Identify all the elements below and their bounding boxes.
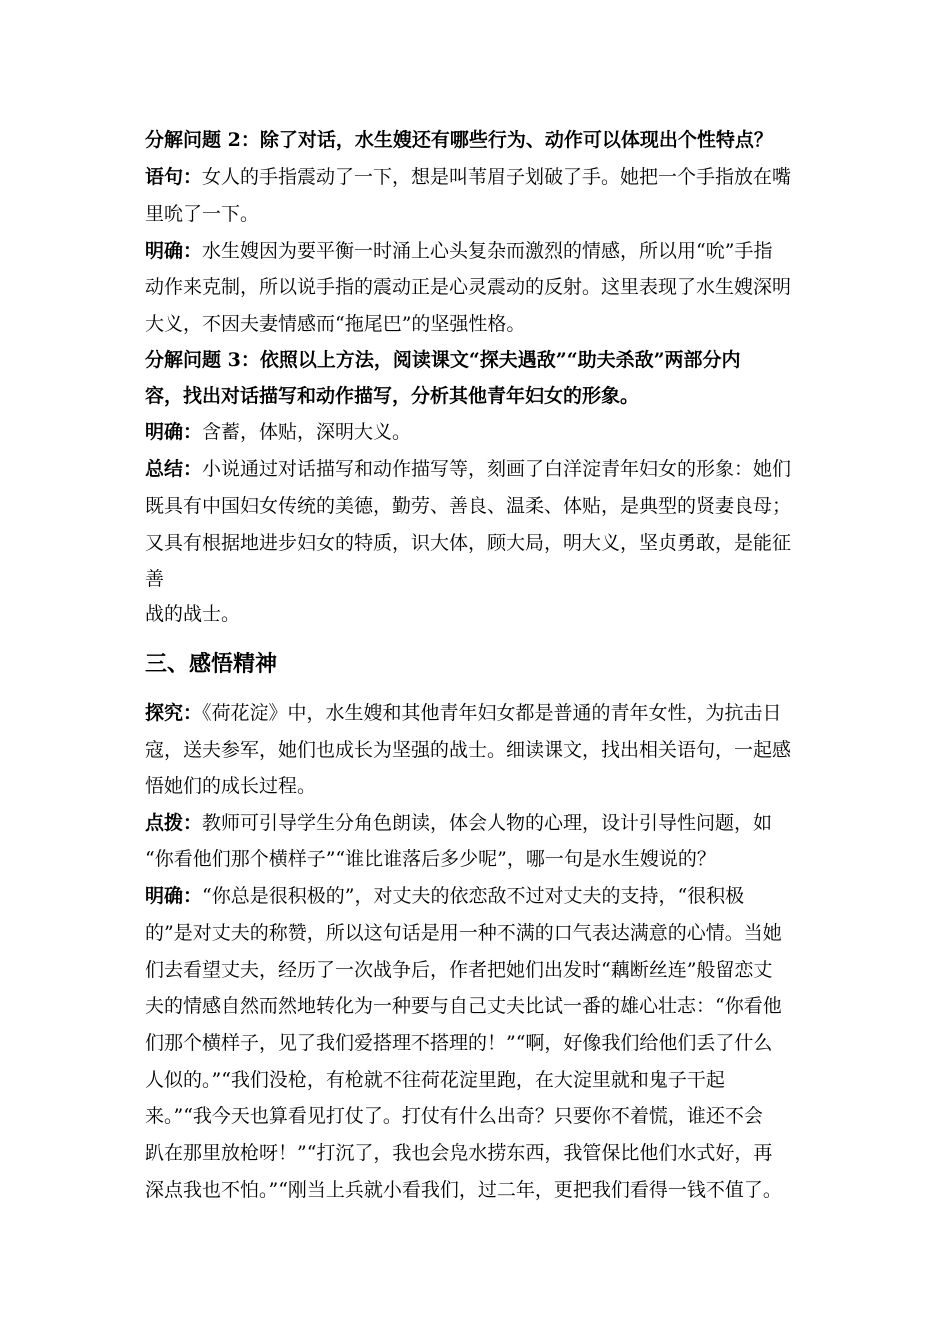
explore-label: 探究： [145,702,203,724]
explore-line3: 悟她们的成长过程。 [145,775,317,797]
clarify-line4: 夫的情感自然而然地转化为一种要与自己丈夫比试一番的雄心壮志：“你看他 [145,995,782,1017]
q3-title-line2: 容，找出对话描写和动作描写，分析其他青年妇女的形象。 [145,385,640,407]
clarify [145,884,744,908]
q2-sentence-text: 女人的手指震动了一下，想是叫苇眉子划破了手。她把一个手指放在嘴 [202,166,792,188]
summary-label: 总结： [145,458,203,480]
clarify-text: “你总是很积极的”，对丈夫的依恋敌不过对丈夫的支持，“很积极 [202,885,745,907]
q2-sentence-label: 语句： [145,166,203,188]
summary-line2: 既具有中国妇女传统的美德，勤劳、善良、温柔、体贴，是典型的贤妻良母； [145,495,792,517]
q3-title-line1: 分解问题 3：依照以上方法，阅读课文“探夫遇敌”“助夫杀敌”两部分内 [145,349,741,371]
hint-label: 点拨： [145,812,203,834]
explore [145,701,782,725]
summary-line3: 又具有根据地进步妇女的特质，识大体，顾大局，明大义，坚贞勇敢，是能征 [145,532,792,554]
q2-answer-line2: 动作来克制，所以说手指的震动正是心灵震动的反射。这里表现了水生嫂深明 [145,276,792,298]
clarify-line7: 来。”“我今天也算看见打仗了。打仗有什么出奇？只要你不着慌，谁还不会 [145,1105,763,1127]
q2-answer-label: 明确： [145,240,203,262]
explore-text: 《荷花淀》中，水生嫂和其他青年妇女都是普通的青年女性，为抗击日 [202,702,782,724]
q3-answer-label: 明确： [145,421,203,443]
clarify-line2: 的”是对丈夫的称赞，所以这句话是用一种不满的口气表达满意的心情。当她 [145,922,782,944]
clarify-line8: 趴在那里放枪呀！”“打沉了，我也会凫水捞东西，我管保比他们水式好，再 [145,1142,773,1164]
clarify-line9: 深点我也不怕。”“刚当上兵就小看我们，过二年，更把我们看得一钱不值了。 [145,1179,782,1201]
q2-sentence-cont: 里吮了一下。 [145,203,260,225]
q2-sentence [145,165,791,189]
q3-answer [145,420,411,444]
hint-text: 教师可引导学生分角色朗读，体会人物的心理，设计引导性问题，如 [202,812,773,834]
section-heading: 三、感悟精神 [145,652,278,677]
summary-text: 小说通过对话描写和动作描写等，刻画了白洋淀青年妇女的形象：她们 [202,458,792,480]
q2-title: 分解问题 2：除了对话，水生嫂还有哪些行为、动作可以体现出个性特点？ [145,129,773,151]
summary-line4: 善 [145,568,165,590]
clarify-line6: 人似的。”“我们没枪，有枪就不往荷花淀里跑，在大淀里就和鬼子干起 [145,1069,725,1091]
summary-line5: 战的战士。 [145,603,241,625]
explore-line2: 寇，送夫参军，她们也成长为坚强的战士。细读课文，找出相关语句，一起感 [145,739,792,761]
clarify-label: 明确： [145,885,203,907]
hint [145,811,772,835]
hint-line2: “你看他们那个横样子”“谁比谁落后多少呢”，哪一句是水生嫂说的？ [145,848,716,870]
q2-answer-text: 水生嫂因为要平衡一时涌上心头复杂而激烈的情感，所以用“吮”手指 [202,240,773,262]
clarify-line3: 们去看望丈夫，经历了一次战争后，作者把她们出发时“藕断丝连”般留恋丈 [145,959,773,981]
q2-answer [145,239,772,263]
q3-answer-text: 含蓄，体贴，深明大义。 [202,421,412,443]
q2-answer-line3: 大义，不因夫妻情感而“拖尾巴”的坚强性格。 [145,313,526,335]
summary [145,457,791,481]
clarify-line5: 们那个横样子，见了我们爱搭理不搭理的！”“啊，好像我们给他们丢了什么 [145,1032,773,1054]
